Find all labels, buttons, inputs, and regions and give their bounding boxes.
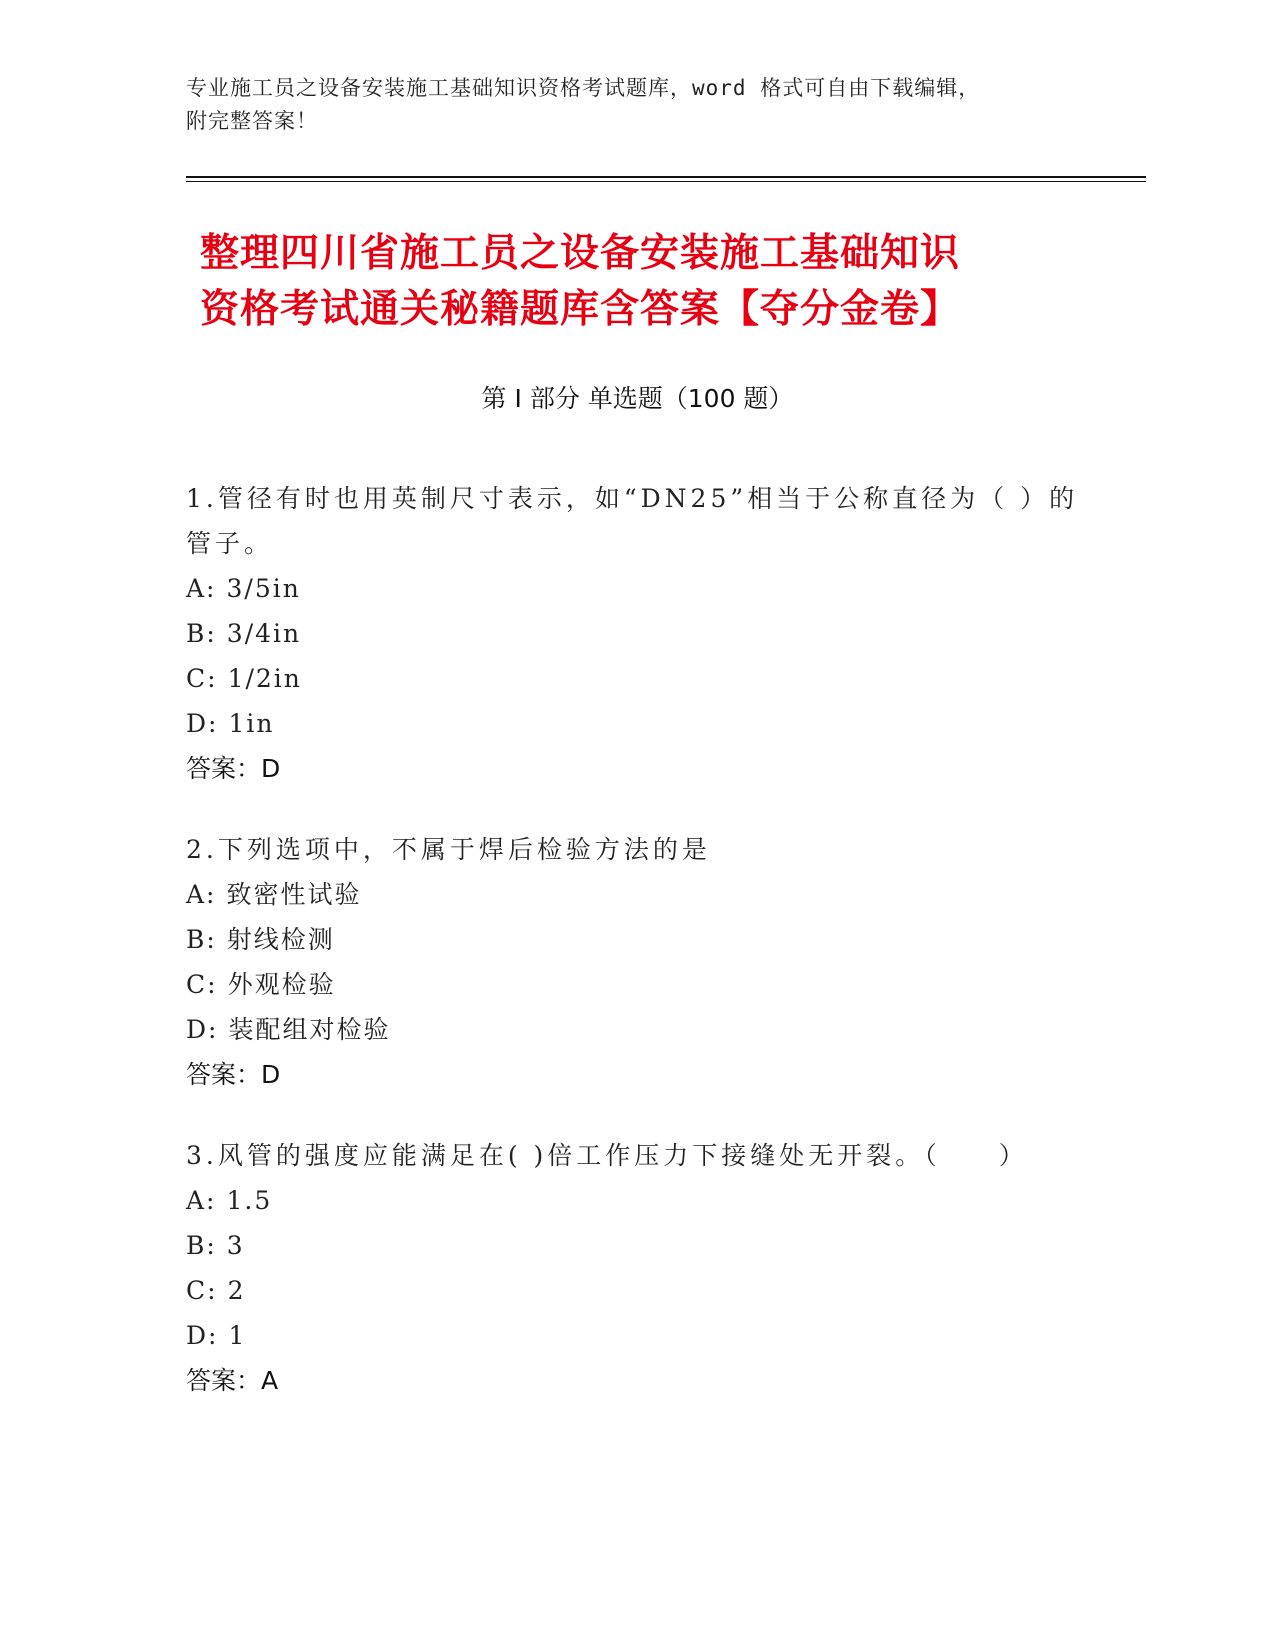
option-text: 外观检验 — [227, 970, 336, 999]
answer-label: 答案：A — [186, 1366, 279, 1395]
option-c — [186, 656, 1086, 701]
option-b — [186, 611, 1086, 656]
option-a — [186, 1178, 1086, 1223]
option-letter: A: — [186, 880, 217, 909]
question-stem: 3.风管的强度应能满足在( )倍工作压力下接缝处无开裂。（ ） — [186, 1141, 1028, 1170]
option-a — [186, 566, 1086, 611]
option-letter: A: — [186, 1186, 217, 1215]
option-letter: C: — [186, 664, 218, 693]
option-letter: C: — [186, 970, 218, 999]
option-text: 3/5in — [226, 574, 301, 603]
option-text: 1 — [228, 1321, 247, 1350]
question-3 — [186, 1133, 1086, 1403]
option-text: 3/4in — [226, 619, 302, 648]
document-title-line-1: 整理四川省施工员之设备安装施工基础知识 — [200, 231, 961, 276]
option-letter: B: — [186, 619, 217, 648]
option-text: 射线检测 — [226, 925, 335, 954]
option-letter: D: — [186, 709, 219, 738]
option-b — [186, 1223, 1086, 1268]
option-letter: B: — [186, 925, 217, 954]
option-d — [186, 701, 1086, 746]
option-letter: C: — [186, 1276, 218, 1305]
option-text: 1/2in — [227, 664, 302, 693]
question-stem-continued: 管子。 — [186, 529, 274, 558]
document-title-line-2: 资格考试通关秘籍题库含答案【夺分金卷】 — [200, 287, 961, 332]
header-note-line-2: 附完整答案！ — [186, 109, 318, 133]
option-d — [186, 1313, 1086, 1358]
option-c — [186, 1268, 1086, 1313]
header-divider-thin — [186, 181, 1146, 182]
document-title — [200, 226, 1100, 338]
section-title: 第 I 部分 单选题（100 题） — [481, 384, 794, 413]
question-stem: 2.下列选项中，不属于焊后检验方法的是 — [186, 835, 711, 864]
question-2 — [186, 827, 1086, 1097]
question-1 — [186, 476, 1086, 791]
option-text: 致密性试验 — [226, 880, 362, 909]
option-letter: B: — [186, 1231, 217, 1260]
option-letter: D: — [186, 1015, 219, 1044]
answer-label: 答案：D — [186, 1060, 281, 1089]
option-text: 装配组对检验 — [228, 1015, 391, 1044]
option-c — [186, 962, 1086, 1007]
option-text: 1.5 — [226, 1186, 273, 1215]
header-note-line-1: 专业施工员之设备安装施工基础知识资格考试题库，word 格式可自由下载编辑， — [186, 76, 981, 100]
header-note — [186, 72, 1066, 138]
question-list — [186, 476, 1086, 1439]
option-a — [186, 872, 1086, 917]
question-stem: 1.管径有时也用英制尺寸表示，如“DN25”相当于公称直径为（ ）的 — [186, 484, 1079, 513]
option-letter: D: — [186, 1321, 219, 1350]
option-d — [186, 1007, 1086, 1052]
option-text: 1in — [228, 709, 275, 738]
answer-label: 答案：D — [186, 754, 281, 783]
header-divider-thick — [186, 176, 1146, 178]
option-letter: A: — [186, 574, 217, 603]
option-text: 2 — [227, 1276, 246, 1305]
option-b — [186, 917, 1086, 962]
option-text: 3 — [226, 1231, 245, 1260]
